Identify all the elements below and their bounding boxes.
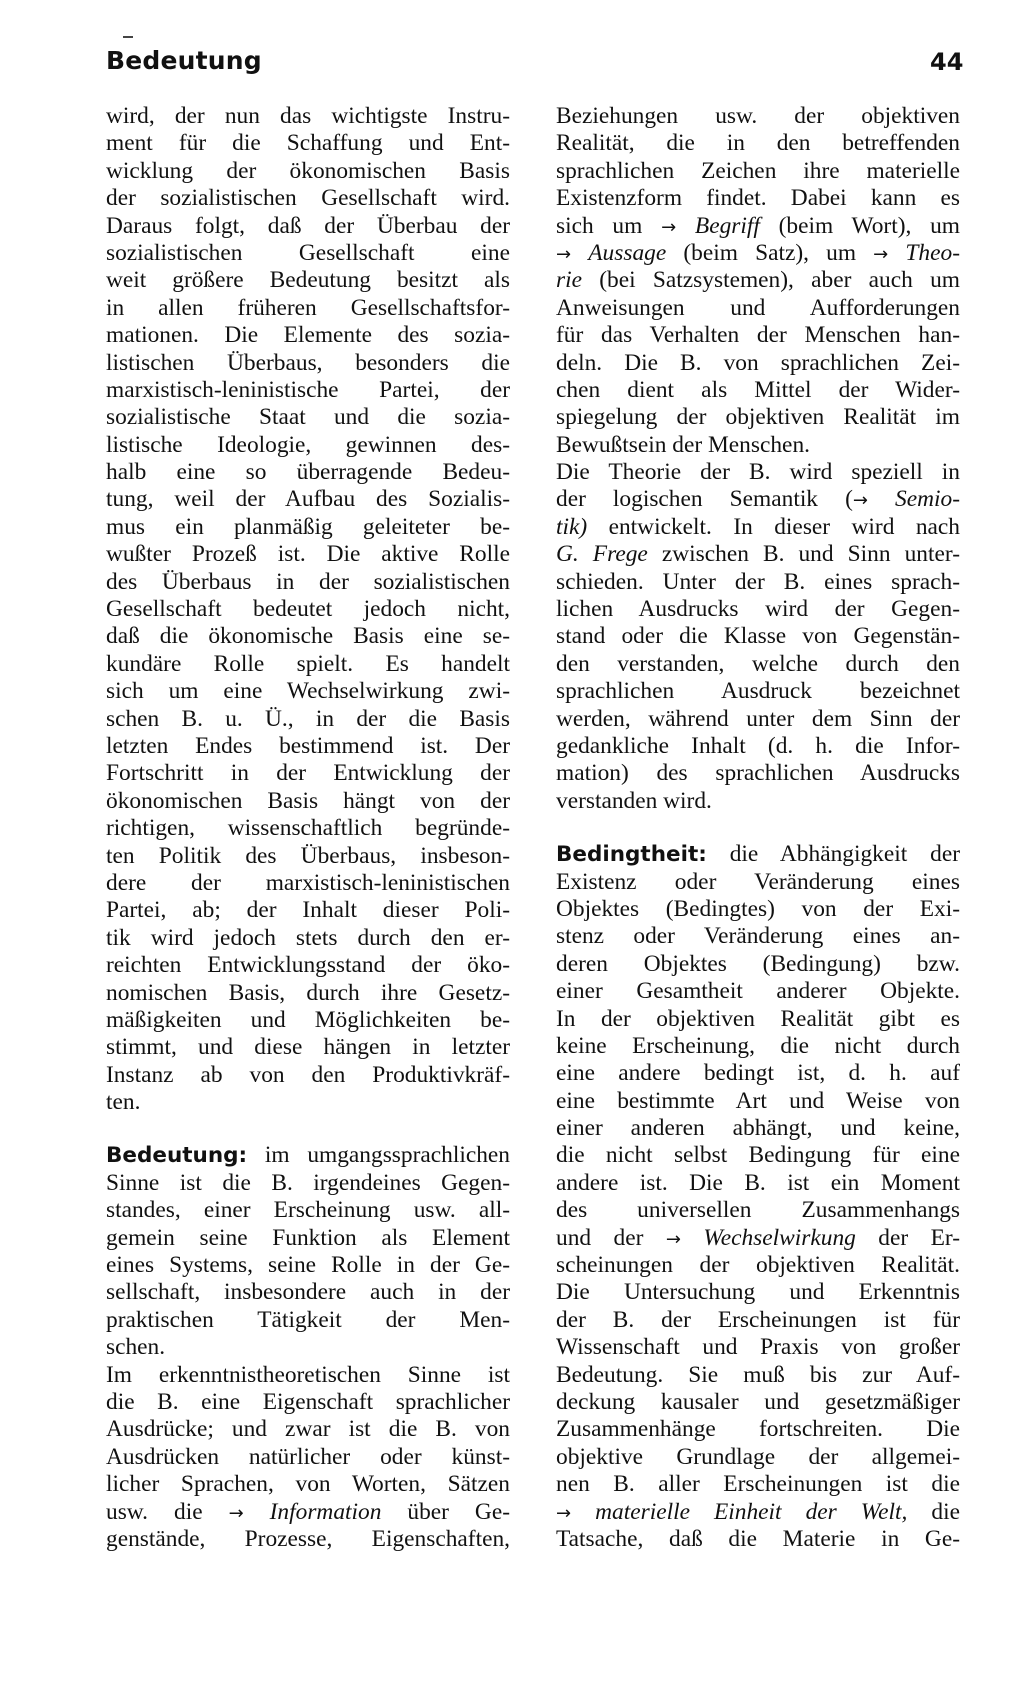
text-line: den verstanden, welche durch den <box>556 650 960 677</box>
person-reference: G. Frege <box>556 541 648 568</box>
continued-paragraph <box>106 103 510 1116</box>
text-line: schieden. Unter der B. eines sprach- <box>556 568 960 595</box>
text-line: des universellen Zusammenhangs <box>556 1197 960 1224</box>
text-line: für das Verhalten der Menschen han- <box>556 322 960 349</box>
text-line: Ausdrücke; und zwar ist die B. von <box>106 1416 510 1443</box>
text-fragment: (bei Satzsystemen), aber auch um <box>581 267 960 294</box>
text-line: Beziehungen usw. der objektiven <box>556 103 960 129</box>
text-fragment: über Ge- <box>381 1498 510 1525</box>
text-line: ökonomischen Basis hängt von der <box>106 787 510 814</box>
text-line: weit größere Bedeutung besitzt als <box>106 267 510 294</box>
text-fragment: (beim Satz), um <box>666 239 874 266</box>
text-line: eine andere bedingt ist, d. h. auf <box>556 1060 960 1087</box>
text-line: keine Erscheinung, die nicht durch <box>556 1032 960 1059</box>
text-line: deckung kausaler und gesetzmäßiger <box>556 1388 960 1415</box>
text-line: stimmt, und diese hängen in letzter <box>106 1034 510 1061</box>
text-fragment: usw. die <box>106 1498 229 1525</box>
arrow-icon: → <box>556 1502 572 1524</box>
text-line: listischen Überbaus, besonders die <box>106 349 510 376</box>
text-line: Bewußtsein der Menschen. <box>556 431 810 458</box>
text-line: ten Politik des Überbaus, insbeson- <box>106 842 510 869</box>
text-fragment: zwischen B. und Sinn unter- <box>647 541 960 568</box>
text-line: wicklung der ökonomischen Basis <box>106 157 510 184</box>
text-line: gedankliche Inhalt (d. h. die Infor- <box>556 732 960 759</box>
text-line: wird, der nun das wichtigste Instru- <box>106 103 510 129</box>
text-fragment: und der <box>556 1224 666 1251</box>
text-line: Gesellschaft bedeutet jedoch nicht, <box>106 596 510 623</box>
text-line: deren Objektes (Bedingung) bzw. <box>556 950 960 977</box>
text-line: Partei, ab; der Inhalt dieser Poli- <box>106 897 510 924</box>
print-mark <box>123 36 133 38</box>
text-line: sich um eine Wechselwirkung zwi- <box>106 678 510 705</box>
text-line: deln. Die B. von sprachlichen Zei- <box>556 349 960 376</box>
cross-reference[interactable]: rie <box>556 267 582 294</box>
text-line: Im erkenntnistheoretischen Sinne ist <box>106 1361 510 1388</box>
text-line: der sozialistischen Gesellschaft wird. <box>106 185 510 212</box>
text-fragment: die <box>907 1498 960 1525</box>
text-line: Ausdrücken natürlicher oder künst- <box>106 1443 510 1470</box>
entry-bedeutung <box>106 1142 510 1553</box>
text-line: lichen Ausdrucks wird der Gegen- <box>556 596 960 623</box>
text-line: standes, einer Erscheinung usw. all- <box>106 1197 510 1224</box>
text-line: sozialistischen Gesellschaft eine <box>106 239 510 266</box>
text-line: wußter Prozeß ist. Die aktive Rolle <box>106 541 510 568</box>
text-line: verstanden wird. <box>556 787 712 814</box>
text-line: tik wird jedoch stets durch den er- <box>106 924 510 951</box>
cross-reference[interactable]: Wechselwirkung <box>703 1224 856 1251</box>
arrow-icon: → <box>665 1228 681 1250</box>
text-line: Sinne ist die B. irgendeines Gegen- <box>106 1169 510 1196</box>
text-line: Die Untersuchung und Erkenntnis <box>556 1279 960 1306</box>
text-line: mäßigkeiten und Möglichkeiten be- <box>106 1006 510 1033</box>
text-line: Zusammenhänge fortschreiten. Die <box>556 1416 960 1443</box>
text-line: werden, während unter dem Sinn der <box>556 705 960 732</box>
text-line: dere der marxistisch-leninistischen <box>106 869 510 896</box>
entry-bedeutung-continued <box>556 103 960 815</box>
text-line: des Überbaus in der sozialistischen <box>106 568 510 595</box>
text-line: mus ein planmäßig geleiteter be- <box>106 513 510 540</box>
cross-reference[interactable]: Information <box>269 1498 382 1525</box>
text-line: objektive Grundlage der allgemei- <box>556 1443 960 1470</box>
text-line: nomischen Basis, durch ihre Gesetz- <box>106 979 510 1006</box>
text-fragment: der Er- <box>855 1224 960 1251</box>
left-column <box>106 103 510 1553</box>
text-fragment: entwickelt. In dieser wird nach <box>587 513 960 540</box>
text-fragment: die Abhängigkeit der <box>706 841 960 868</box>
text-line: kundäre Rolle spielt. Es handelt <box>106 650 510 677</box>
text-line: genstände, Prozesse, Eigenschaften, <box>106 1525 510 1552</box>
text-line: einer Gesamtheit anderer Objekte. <box>556 978 960 1005</box>
text-line: chen dient als Mittel der Wider- <box>556 376 960 403</box>
text-line: schen B. u. Ü., in der die Basis <box>106 705 510 732</box>
text-line: Anweisungen und Aufforderungen <box>556 294 960 321</box>
text-line: Die Theorie der B. wird speziell in <box>556 459 960 486</box>
text-line: nen B. aller Erscheinungen ist die <box>556 1471 960 1498</box>
text-fragment: (beim Wort), um <box>759 212 960 239</box>
text-line: reichten Entwicklungsstand der öko- <box>106 952 510 979</box>
text-line: Existenzform findet. Dabei kann es <box>556 185 960 212</box>
text-line: stenz oder Veränderung eines an- <box>556 923 960 950</box>
text-line: Instanz ab von den Produktivkräf- <box>106 1061 510 1088</box>
cross-reference[interactable]: Semio- <box>895 486 960 513</box>
right-column <box>556 103 960 1553</box>
text-line: Wissenschaft und Praxis von großer <box>556 1334 960 1361</box>
text-line: ment für die Schaffung und Ent- <box>106 130 510 157</box>
text-line: mationen. Die Elemente des sozia- <box>106 322 510 349</box>
text-line: sozialistische Staat und die sozia- <box>106 404 510 431</box>
arrow-icon: → <box>556 243 572 265</box>
text-line: daß die ökonomische Basis eine se- <box>106 623 510 650</box>
text-line: halb eine so überragende Bedeu- <box>106 459 510 486</box>
text-line: in allen früheren Gesellschaftsfor- <box>106 294 510 321</box>
entry-headword: Bedingtheit: <box>556 842 707 868</box>
text-fragment: sich um <box>556 212 662 239</box>
arrow-icon: → <box>873 243 889 265</box>
text-line: mation) des sprachlichen Ausdrucks <box>556 760 960 787</box>
text-line: listische Ideologie, gewinnen des- <box>106 431 510 458</box>
text-line: sprachlichen Zeichen ihre materielle <box>556 157 960 184</box>
text-line: schen. <box>106 1334 166 1361</box>
text-line: stand oder die Klasse von Gegenstän- <box>556 623 960 650</box>
text-line: der B. der Erscheinungen ist für <box>556 1306 960 1333</box>
cross-reference[interactable]: tik) <box>556 513 588 540</box>
text-line: Bedeutung. Sie muß bis zur Auf- <box>556 1361 960 1388</box>
text-line: die B. eine Eigenschaft sprachlicher <box>106 1388 510 1415</box>
text-line: letzten Endes bestimmend ist. Der <box>106 732 510 759</box>
entry-headword: Bedeutung: <box>106 1143 248 1169</box>
page-number: 44 <box>930 48 964 76</box>
text-line: die nicht selbst Bedingung für eine <box>556 1142 960 1169</box>
entry-bedingtheit <box>556 841 960 1553</box>
text-line: richtigen, wissenschaftlich begründe- <box>106 815 510 842</box>
text-line: andere ist. Die B. ist ein Moment <box>556 1169 960 1196</box>
text-line: Realität, die in den betreffenden <box>556 130 960 157</box>
text-line: In der objektiven Realität gibt es <box>556 1005 960 1032</box>
cross-reference[interactable]: Begriff <box>694 212 760 239</box>
cross-reference[interactable]: Theo- <box>905 239 960 266</box>
text-line: eine bestimmte Art und Weise von <box>556 1087 960 1114</box>
text-line: marxistisch-leninistische Partei, der <box>106 376 510 403</box>
text-line: ten. <box>106 1089 141 1116</box>
text-line: Objektes (Bedingtes) von der Exi- <box>556 895 960 922</box>
text-line: sprachlichen Ausdruck bezeichnet <box>556 678 960 705</box>
text-line: licher Sprachen, von Worten, Sätzen <box>106 1471 510 1498</box>
text-line: tung, weil der Aufbau des Sozialis- <box>106 486 510 513</box>
arrow-icon: → <box>852 490 868 512</box>
text-fragment: im umgangssprachlichen <box>247 1142 510 1169</box>
text-line: Daraus folgt, daß der Überbau der <box>106 212 510 239</box>
text-fragment: der logischen Semantik ( <box>556 486 853 513</box>
arrow-icon: → <box>228 1502 244 1524</box>
text-line: praktischen Tätigkeit der Men- <box>106 1306 510 1333</box>
text-line: Fortschritt in der Entwicklung der <box>106 760 510 787</box>
arrow-icon: → <box>661 216 677 238</box>
text-line: Existenz oder Veränderung eines <box>556 868 960 895</box>
text-line: gemein seine Funktion als Element <box>106 1224 510 1251</box>
cross-reference[interactable]: Aussage <box>588 239 667 266</box>
text-line: spiegelung der objektiven Realität im <box>556 404 960 431</box>
text-line: eines Systems, seine Rolle in der Ge- <box>106 1252 510 1279</box>
text-line: Tatsache, daß die Materie in Ge- <box>556 1525 960 1552</box>
text-line: einer anderen abhängt, und keine, <box>556 1115 960 1142</box>
text-line: sellschaft, insbesondere auch in der <box>106 1279 510 1306</box>
text-line: scheinungen der objektiven Realität. <box>556 1252 960 1279</box>
cross-reference[interactable]: materielle Einheit der Welt, <box>595 1498 908 1525</box>
running-head: Bedeutung <box>106 46 262 75</box>
